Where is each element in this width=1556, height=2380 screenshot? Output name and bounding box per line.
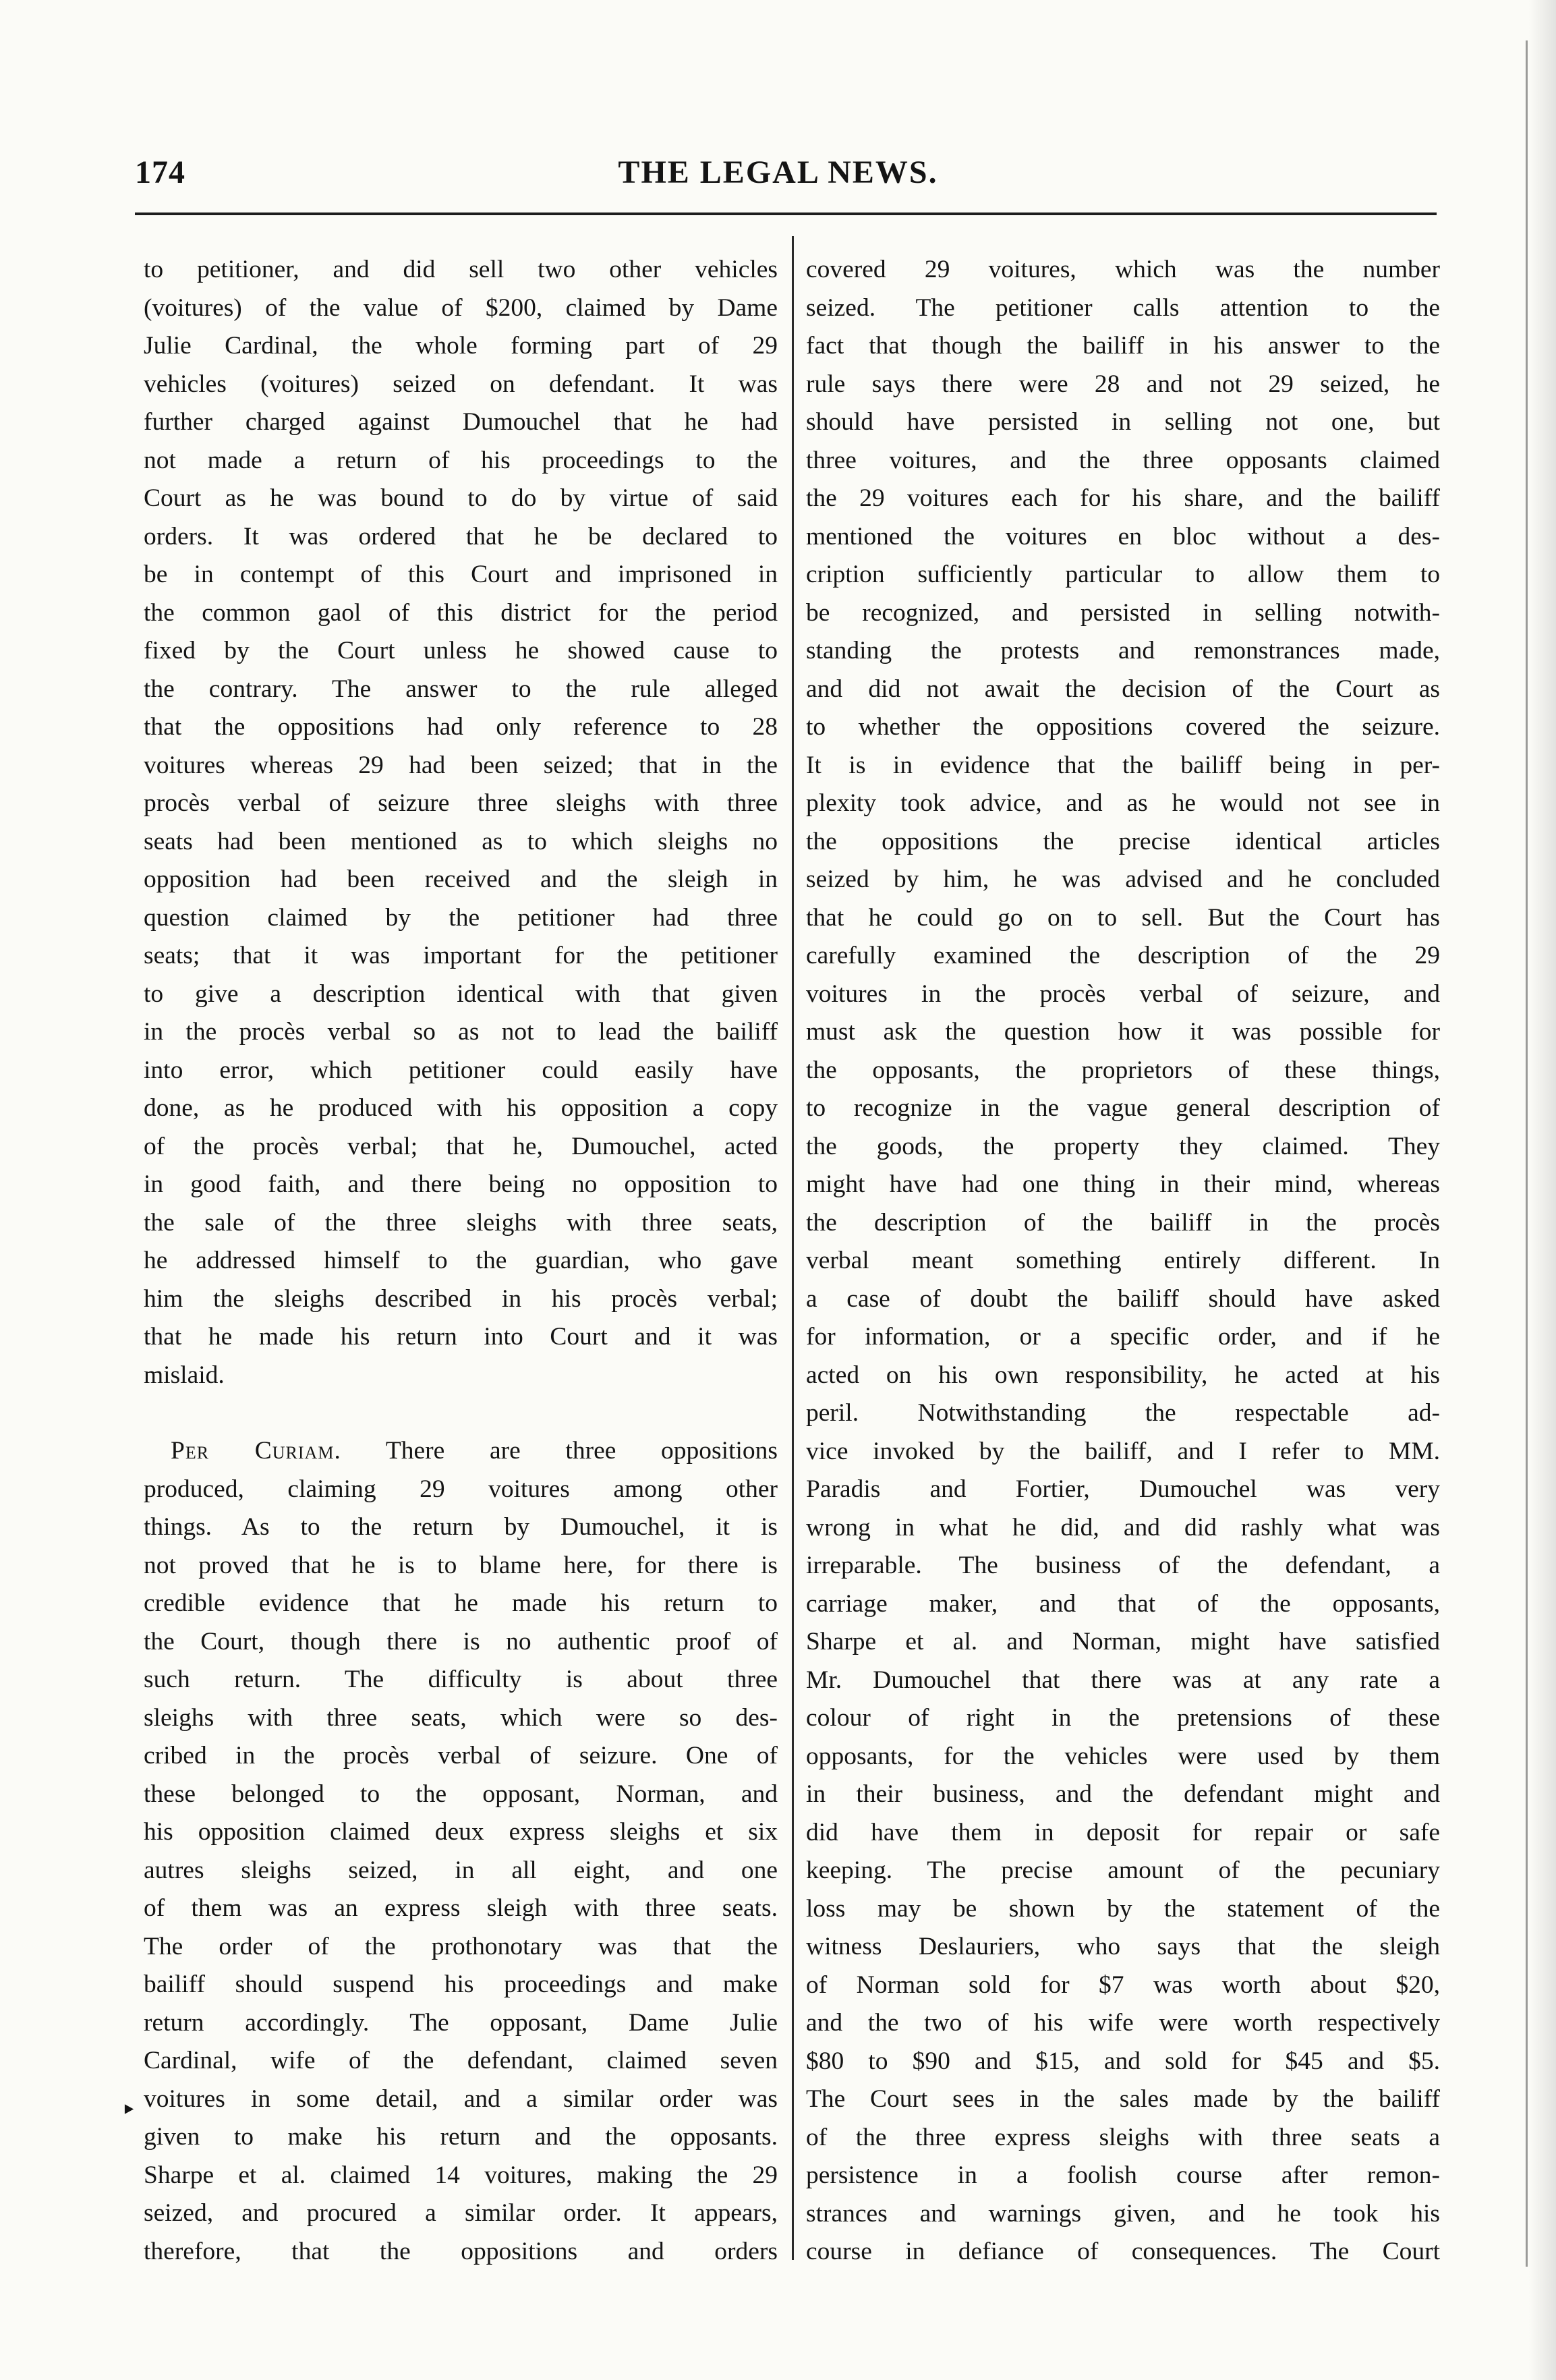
text-line: standing the protests and remonstrances made, <box>806 637 1440 664</box>
text-line: vehicles (voitures) seized on defendant. It was <box>144 370 778 398</box>
text-line: Court as he was bound to do by virtue of said <box>144 484 778 512</box>
text-line: the 29 voitures each for his share, and the bailiff <box>806 484 1440 512</box>
text-line: and did not await the decision of the Court as <box>806 675 1440 703</box>
text-line: things. As to the return by Dumouchel, it is <box>144 1513 778 1541</box>
text-line: seized, and procured a similar order. It appears, <box>144 2199 778 2227</box>
text-line: not made a return of his proceedings to the <box>144 446 778 474</box>
text-line: the goods, the property they claimed. They <box>806 1132 1440 1160</box>
text-line: the oppositions the precise identical articles <box>806 827 1440 855</box>
left-paragraph-2 <box>144 1432 778 2271</box>
text-line: course in defiance of consequences. The Court <box>806 2238 1440 2265</box>
text-line: cribed in the procès verbal of seizure. One of <box>144 1742 778 1769</box>
text-line: a case of doubt the bailiff should have asked <box>806 1284 1440 1313</box>
text-line: him the sleighs described in his procès verbal; <box>144 1284 778 1313</box>
text-line: might have had one thing in their mind, whereas <box>806 1170 1440 1198</box>
text-line: witness Deslauriers, who says that the sleigh <box>806 1933 1440 1960</box>
text-line: for information, or a specific order, and if he <box>806 1323 1440 1351</box>
text-line: the opposants, the proprietors of these things, <box>806 1056 1440 1084</box>
text-line: seats had been mentioned as to which sleighs no <box>144 827 778 855</box>
text-line: Cardinal, wife of the defendant, claimed seven <box>144 2047 778 2074</box>
text-line: orders. It was ordered that he be declared to <box>144 522 778 550</box>
text-line: opposants, for the vehicles were used by them <box>806 1742 1440 1770</box>
text-line: that the oppositions had only reference to 28 <box>144 713 778 741</box>
text-line: into error, which petitioner could easily have <box>144 1056 778 1084</box>
page-number: 174 <box>135 154 185 190</box>
text-line: the common gaol of this district for the period <box>144 598 778 627</box>
text-line: return accordingly. The opposant, Dame Julie <box>144 2008 778 2037</box>
text-line: fixed by the Court unless he showed cause to <box>144 637 778 664</box>
text-line: of Norman sold for $7 was worth about $20, <box>806 1971 1440 1999</box>
text-line: must ask the question how it was possible for <box>806 1018 1440 1046</box>
left-paragraph-1 <box>144 251 778 1394</box>
text-line: to petitioner, and did sell two other vehicles <box>144 256 778 283</box>
text-line: acted on his own responsibility, he acted at his <box>806 1361 1440 1389</box>
text-line: keeping. The precise amount of the pecuniary <box>806 1857 1440 1884</box>
text-line: the contrary. The answer to the rule alleged <box>144 675 778 703</box>
text-line: carriage maker, and that of the opposants, <box>806 1589 1440 1618</box>
text-line: $80 to $90 and $15, and sold for $45 and $5. <box>806 2047 1440 2075</box>
text-line: given to make his return and the opposants. <box>144 2123 778 2151</box>
page-edge-line <box>1526 40 1528 2267</box>
text-line: Mr. Dumouchel that there was at any rate a <box>806 1666 1440 1694</box>
text-line: produced, claiming 29 voitures among other <box>144 1475 778 1503</box>
text-line: of them was an express sleigh with three seats. <box>144 1894 778 1922</box>
text-line: The order of the prothonotary was that the <box>144 1932 778 1960</box>
text-line: opposition had been received and the sleigh in <box>144 866 778 893</box>
text-line: therefore, that the oppositions and orders <box>144 2237 778 2265</box>
text-line: rule says there were 28 and not 29 seized, he <box>806 370 1440 398</box>
text-line: in the procès verbal so as not to lead the bailiff <box>144 1018 778 1046</box>
text-line: sleighs with three seats, which were so des- <box>144 1703 778 1732</box>
text-line: bailiff should suspend his proceedings and make <box>144 1971 778 1998</box>
text-line: carefully examined the description of the 29 <box>806 942 1440 969</box>
text-line: mentioned the voitures en bloc without a des- <box>806 522 1440 550</box>
column-divider <box>792 236 794 2260</box>
text-line: that he could go on to sell. But the Court has <box>806 903 1440 932</box>
text-line: such return. The difficulty is about three <box>144 1666 778 1693</box>
text-line: mislaid. <box>144 1361 225 1389</box>
text-line: the sale of the three sleighs with three seats, <box>144 1208 778 1237</box>
text-line: be in contempt of this Court and imprisoned in <box>144 561 778 588</box>
text-line: cription sufficiently particular to allow them to <box>806 561 1440 588</box>
text-line: Sharpe et al. claimed 14 voitures, making the 29 <box>144 2161 778 2189</box>
text-line: colour of right in the pretensions of these <box>806 1704 1440 1732</box>
text-line: procès verbal of seizure three sleighs with three <box>144 789 778 817</box>
text-line: these belonged to the opposant, Norman, and <box>144 1780 778 1808</box>
text-line: to whether the oppositions covered the seizure. <box>806 713 1440 741</box>
text-line: of the procès verbal; that he, Dumouchel, acted <box>144 1132 778 1160</box>
text-line: that he made his return into Court and it was <box>144 1323 778 1351</box>
right-column <box>806 251 1440 2271</box>
text-line: (voitures) of the value of $200, claimed by Dame <box>144 293 778 322</box>
text-line: he addressed himself to the guardian, who gave <box>144 1247 778 1274</box>
left-column <box>144 251 778 2271</box>
text-line: irreparable. The business of the defendant, a <box>806 1552 1440 1579</box>
text-line: not proved that he is to blame here, for there is <box>144 1551 778 1579</box>
text-line: voitures whereas 29 had been seized; that in the <box>144 751 778 779</box>
text-line: persistence in a foolish course after remon- <box>806 2161 1440 2189</box>
text-line: his opposition claimed deux express sleighs et six <box>144 1818 778 1846</box>
text-line: in good faith, and there being no opposition to <box>144 1170 778 1198</box>
text-line: voitures in the procès verbal of seizure, and <box>806 980 1440 1008</box>
text-line: further charged against Dumouchel that he had <box>144 408 778 436</box>
margin-mark: ‣ <box>121 2098 136 2123</box>
text-line: done, as he produced with his opposition a copy <box>144 1094 778 1122</box>
text-line: loss may be shown by the statement of the <box>806 1894 1440 1923</box>
text-line: Julie Cardinal, the whole forming part of 29 <box>144 332 778 360</box>
running-head: THE LEGAL NEWS. <box>618 154 938 190</box>
text-line: wrong in what he did, and did rashly what was <box>806 1513 1440 1541</box>
text-line: the Court, though there is no authentic proof of <box>144 1627 778 1655</box>
text-line: plexity took advice, and as he would not see in <box>806 789 1440 817</box>
text-line: Sharpe et al. and Norman, might have satisfied <box>806 1628 1440 1655</box>
text-line: and the two of his wife were worth respectively <box>806 2009 1440 2037</box>
text-line: peril. Notwithstanding the respectable ad- <box>806 1399 1440 1427</box>
text-line: It is in evidence that the bailiff being in per- <box>806 751 1440 779</box>
per-curiam-text: There are three oppositions <box>385 1437 778 1465</box>
per-curiam-label: Per Curiam. <box>171 1437 341 1465</box>
text-line: voitures in some detail, and a similar order was <box>144 2085 778 2113</box>
text-line: autres sleighs seized, in all eight, and one <box>144 1856 778 1884</box>
text-line: The Court sees in the sales made by the bailiff <box>806 2085 1440 2113</box>
text-line: verbal meant something entirely different. In <box>806 1247 1440 1274</box>
text-line: credible evidence that he made his return to <box>144 1589 778 1617</box>
text-line: the description of the bailiff in the procès <box>806 1208 1440 1237</box>
text-line: be recognized, and persisted in selling notwith- <box>806 598 1440 627</box>
text-line: question claimed by the petitioner had three <box>144 903 778 932</box>
text-line: to give a description identical with that given <box>144 980 778 1008</box>
text-line: seized. The petitioner calls attention to the <box>806 293 1440 322</box>
text-line: three voitures, and the three opposants claimed <box>806 446 1440 474</box>
page-edge-shadow <box>1529 0 1556 2380</box>
text-line: should have persisted in selling not one, but <box>806 408 1440 436</box>
text-line: did have them in deposit for repair or safe <box>806 1818 1440 1846</box>
text-line: seats; that it was important for the petitioner <box>144 942 778 969</box>
text-line: covered 29 voitures, which was the number <box>806 256 1440 283</box>
text-line: strances and warnings given, and he took his <box>806 2199 1440 2228</box>
text-line: seized by him, he was advised and he concluded <box>806 866 1440 893</box>
text-line: vice invoked by the bailiff, and I refer to MM. <box>806 1437 1440 1465</box>
text-line: of the three express sleighs with three seats a <box>806 2123 1440 2151</box>
text-line: fact that though the bailiff in his answer to the <box>806 332 1440 360</box>
header-rule <box>135 213 1437 215</box>
text-line: in their business, and the defendant might and <box>806 1780 1440 1808</box>
text-line: Paradis and Fortier, Dumouchel was very <box>806 1475 1440 1503</box>
text-line: to recognize in the vague general description of <box>806 1094 1440 1122</box>
